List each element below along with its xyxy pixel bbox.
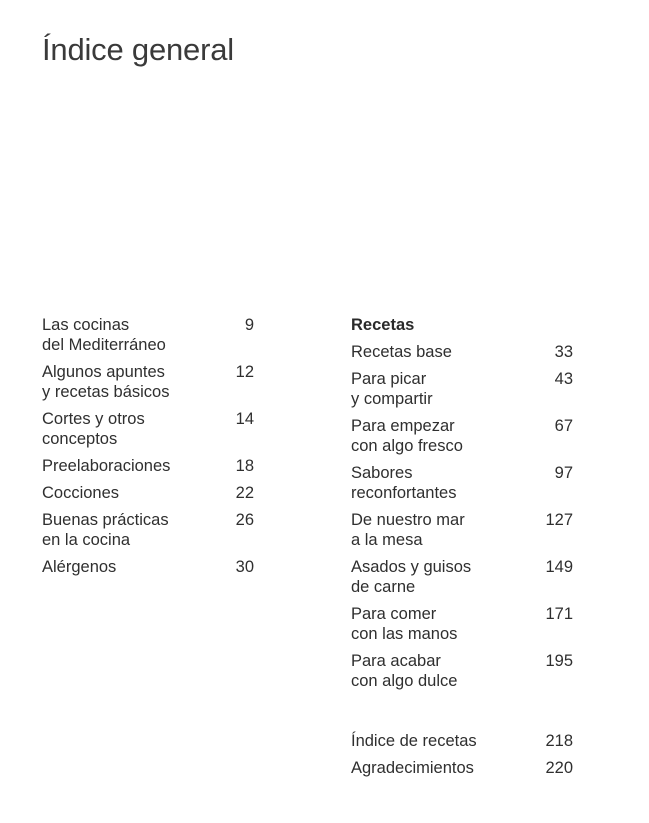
toc-entry-title: Para empezar con algo fresco xyxy=(351,417,463,455)
page-title: Índice general xyxy=(42,32,234,67)
toc-entry-page: 43 xyxy=(554,370,573,388)
toc-entry-page: 218 xyxy=(545,732,573,750)
toc-entry[interactable] xyxy=(351,557,573,597)
toc-entry[interactable] xyxy=(42,483,254,503)
toc-entry-title: Las cocinas del Mediterráneo xyxy=(42,316,166,354)
toc-entry[interactable] xyxy=(351,604,573,644)
toc-entry[interactable] xyxy=(351,510,573,550)
toc-appendix xyxy=(351,731,573,778)
toc-entry[interactable] xyxy=(42,362,254,402)
toc-entry-title: Cocciones xyxy=(42,484,120,502)
toc-entry-title: Cortes y otros conceptos xyxy=(42,410,145,448)
toc-right-column xyxy=(351,315,573,785)
toc-entry-page: 30 xyxy=(235,558,254,576)
toc-entry[interactable] xyxy=(351,342,573,362)
toc-entry[interactable] xyxy=(351,758,573,778)
toc-entry[interactable] xyxy=(42,557,254,577)
toc-entry-page: 195 xyxy=(545,652,573,670)
toc-entry-page: 22 xyxy=(235,484,254,502)
toc-entry[interactable] xyxy=(42,409,254,449)
section-heading-recetas: Recetas xyxy=(351,316,415,334)
toc-entry-title: Asados y guisos de carne xyxy=(351,558,472,596)
toc-entry-title: Algunos apuntes y recetas básicos xyxy=(42,363,170,401)
toc-entry-title: Para acabar con algo dulce xyxy=(351,652,458,690)
toc-entry-title: Alérgenos xyxy=(42,558,117,576)
toc-entry-page: 149 xyxy=(545,558,573,576)
toc-entry-page: 14 xyxy=(235,410,254,428)
toc-entry-page: 127 xyxy=(545,511,573,529)
toc-entry[interactable] xyxy=(42,456,254,476)
toc-entry-title: Índice de recetas xyxy=(351,732,477,750)
toc-entry[interactable] xyxy=(42,510,254,550)
toc-entry[interactable] xyxy=(351,416,573,456)
toc-entry[interactable] xyxy=(351,369,573,409)
toc-entry-title: Para picar y compartir xyxy=(351,370,433,408)
toc-entry-page: 67 xyxy=(554,417,573,435)
toc-entry-page: 12 xyxy=(235,363,254,381)
toc-left-column xyxy=(42,315,254,584)
toc-entry-title: Buenas prácticas en la cocina xyxy=(42,511,169,549)
toc-entry-page: 97 xyxy=(554,464,573,482)
toc-entry[interactable] xyxy=(42,315,254,355)
toc-entry-page: 171 xyxy=(545,605,573,623)
toc-entry-title: Recetas base xyxy=(351,343,452,361)
toc-entry-title: Sabores reconfortantes xyxy=(351,464,457,502)
toc-entry-page: 26 xyxy=(235,511,254,529)
toc-entry[interactable] xyxy=(351,731,573,751)
toc-entry-title: Para comer con las manos xyxy=(351,605,458,643)
toc-entry-page: 33 xyxy=(554,343,573,361)
toc-entry-page: 220 xyxy=(545,759,573,777)
toc-entry[interactable] xyxy=(351,463,573,503)
toc-entry-page: 9 xyxy=(244,316,254,334)
toc-entry-title: Preelaboraciones xyxy=(42,457,171,475)
toc-entry-page: 18 xyxy=(235,457,254,475)
toc-entry[interactable] xyxy=(351,651,573,691)
toc-entry-title: Agradecimientos xyxy=(351,759,474,777)
toc-entry-title: De nuestro mar a la mesa xyxy=(351,511,465,549)
